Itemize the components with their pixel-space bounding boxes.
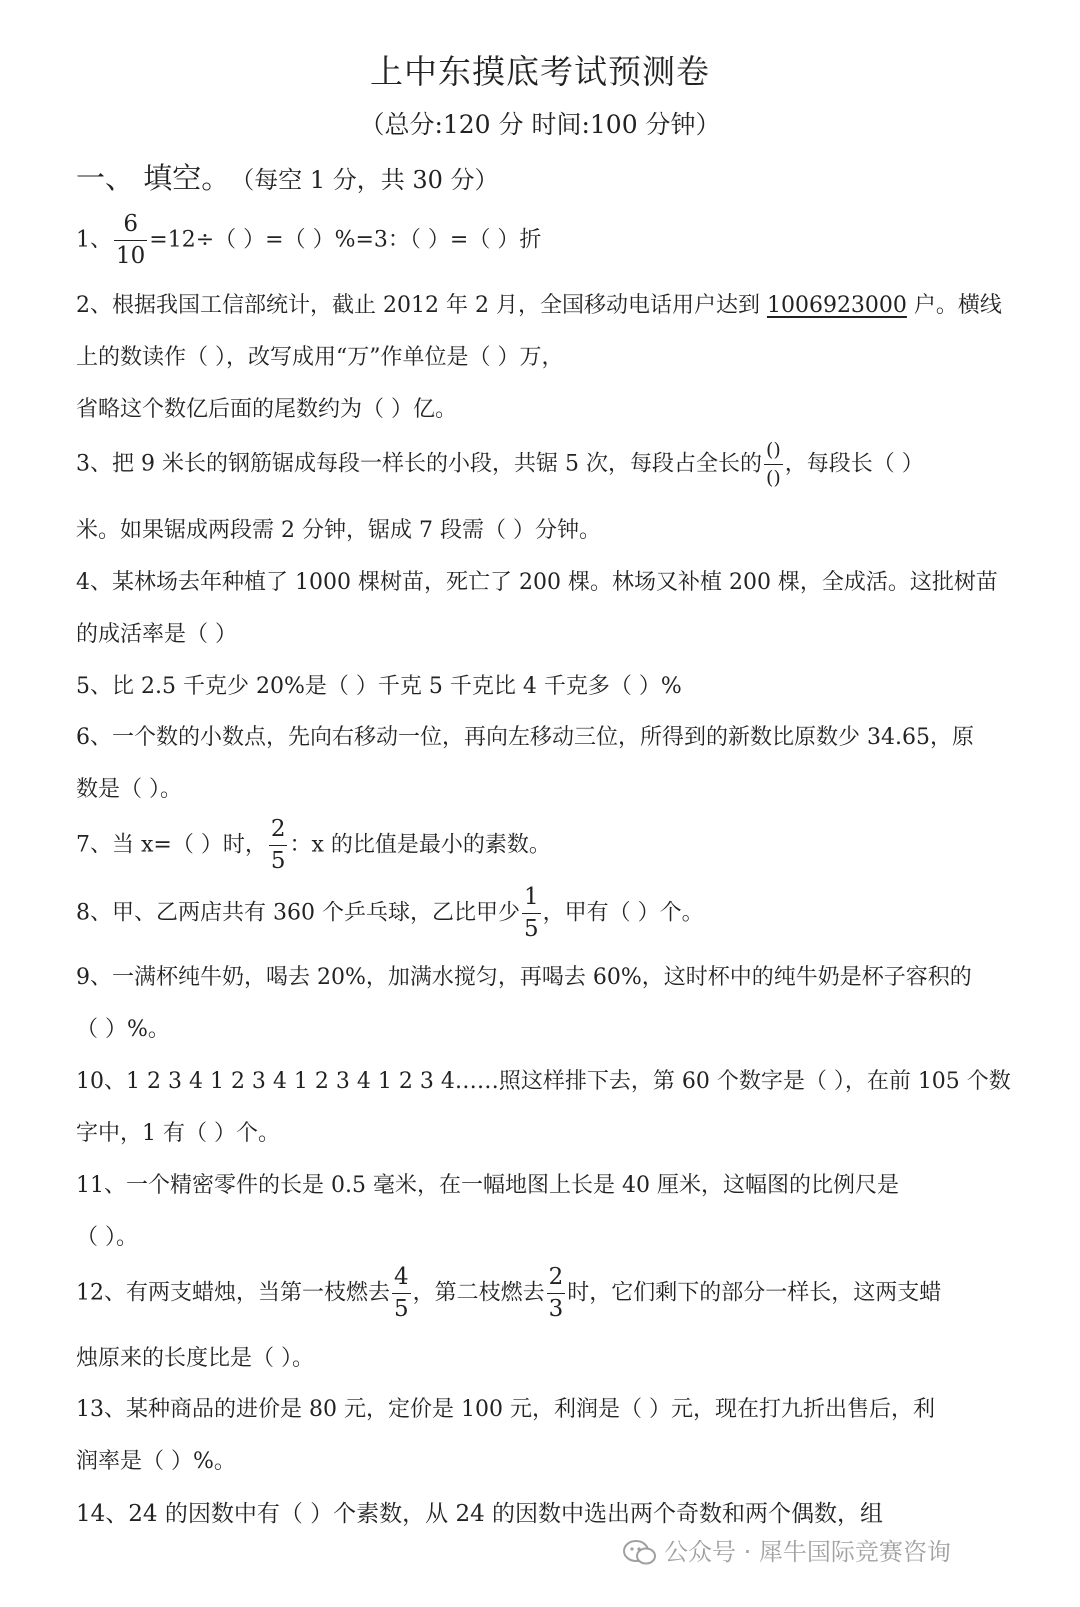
q12-frac2-num: 2	[547, 1266, 566, 1294]
q7-frac-num: 2	[269, 818, 288, 846]
question-13-line-2: 润率是（ ）%。	[76, 1449, 236, 1474]
question-3-line-2: 米。如果锯成两段需 2 分钟，锯成 7 段需（ ）分钟。	[76, 518, 601, 543]
q1-prefix: 1、	[76, 227, 112, 253]
question-1	[76, 213, 541, 268]
question-7	[76, 818, 551, 873]
question-4-line-1: 4、某林场去年种植了 1000 棵树苗，死亡了 200 棵。林场又补植 200 棵，全成活。这批树苗	[76, 570, 998, 595]
q1-frac-num: 6	[114, 213, 147, 241]
q12-frac1-den: 5	[394, 1296, 409, 1322]
section-label: 一、 填空。	[76, 161, 231, 195]
question-2-line-2: 上的数读作（ ），改写成用“万”作单位是（ ）万，	[76, 345, 564, 370]
question-14-line-1: 14、24 的因数中有（ ）个素数，从 24 的因数中选出两个奇数和两个偶数，组	[76, 1501, 884, 1527]
question-9-line-2: （ ）%。	[76, 1017, 170, 1042]
q7-frac-den: 5	[270, 848, 286, 874]
question-10-line-2: 字中，1 有（ ）个。	[76, 1121, 280, 1146]
wechat-logo-icon	[622, 1538, 658, 1568]
q8-text-b: ，甲有（ ）个。	[542, 900, 704, 926]
watermark	[622, 1532, 1042, 1572]
q1-frac-den: 10	[116, 243, 146, 269]
question-6-line-2: 数是（ ）。	[76, 777, 182, 802]
q2-text-b: 户。横线	[906, 293, 1002, 318]
q3-text-a: 3、把 9 米长的钢筋锯成每段一样长的小段，共锯 5 次，每段占全长的	[76, 451, 762, 477]
section-note: （每空 1 分，共 30 分）	[242, 166, 499, 194]
question-2-line-1	[76, 291, 1002, 321]
q3-frac-num: ()	[764, 441, 783, 465]
question-3-line-1	[76, 441, 924, 488]
q7-fraction	[269, 818, 288, 873]
question-12-line-2: 烛原来的长度比是（ ）。	[76, 1346, 314, 1371]
q2-underlined-number: 1006923000	[766, 293, 907, 318]
q7-text-b: ：x 的比值是最小的素数。	[289, 832, 551, 858]
q8-frac-num: 1	[522, 886, 541, 914]
question-5: 5、比 2.5 千克少 20%是（ ）千克 5 千克比 4 千克多（ ）%	[76, 674, 682, 699]
watermark-text: 公众号 · 犀牛国际竞赛咨询	[664, 1538, 951, 1566]
q12-text-c: 时，它们剩下的部分一样长，这两支蜡	[567, 1280, 942, 1306]
exam-subtitle: （总分:120 分 时间:100 分钟）	[359, 110, 721, 139]
q12-text-b: ，第二枝燃去	[412, 1280, 545, 1306]
question-10-line-1: 10、1 2 3 4 1 2 3 4 1 2 3 4 1 2 3 4……照这样排下去，第 60 个数字是（ ），在前 105 个数	[76, 1069, 1011, 1094]
question-13-line-1: 13、某种商品的进价是 80 元，定价是 100 元，利润是（ ）元，现在打九折出售后，利	[76, 1397, 935, 1422]
q3-text-b: ，每段长（ ）	[784, 451, 924, 477]
question-4-line-2: 的成活率是（ ）	[76, 622, 237, 647]
q12-text-a: 12、有两支蜡烛，当第一枝燃去	[76, 1280, 390, 1306]
q12-frac1-num: 4	[392, 1266, 411, 1294]
q8-fraction	[522, 886, 541, 941]
question-6-line-1: 6、一个数的小数点，先向右移动一位，再向左移动三位，所得到的新数比原数少 34.65，原	[76, 725, 974, 750]
exam-title: 上中东摸底考试预测卷	[370, 52, 710, 91]
q3-frac-den: ()	[765, 467, 781, 489]
q2-text-a: 2、根据我国工信部统计，截止 2012 年 2 月，全国移动电话用户达到	[76, 293, 767, 318]
section-heading	[76, 158, 499, 200]
question-2-line-3: 省略这个数亿后面的尾数约为（ ）亿。	[76, 397, 457, 422]
question-12-line-1	[76, 1266, 941, 1321]
q3-fraction	[764, 441, 783, 488]
q8-frac-den: 5	[523, 916, 539, 942]
q1-text: =12÷（ ）=（ ）%=3：（ ）=（ ）折	[149, 227, 542, 253]
q12-fraction-1	[392, 1266, 411, 1321]
question-8	[76, 886, 704, 941]
q8-text-a: 8、甲、乙两店共有 360 个乒乓球，乙比甲少	[76, 900, 520, 926]
q1-fraction	[114, 213, 147, 268]
question-11-line-2: （ ）。	[76, 1225, 138, 1250]
q12-frac2-den: 3	[548, 1296, 564, 1322]
q12-fraction-2	[547, 1266, 566, 1321]
question-9-line-1: 9、一满杯纯牛奶，喝去 20%，加满水搅匀，再喝去 60%，这时杯中的纯牛奶是杯子容积的	[76, 965, 972, 990]
question-11-line-1: 11、一个精密零件的长是 0.5 毫米，在一幅地图上长是 40 厘米，这幅图的比例尺是	[76, 1173, 899, 1198]
q7-text-a: 7、当 x=（ ）时，	[76, 832, 267, 858]
